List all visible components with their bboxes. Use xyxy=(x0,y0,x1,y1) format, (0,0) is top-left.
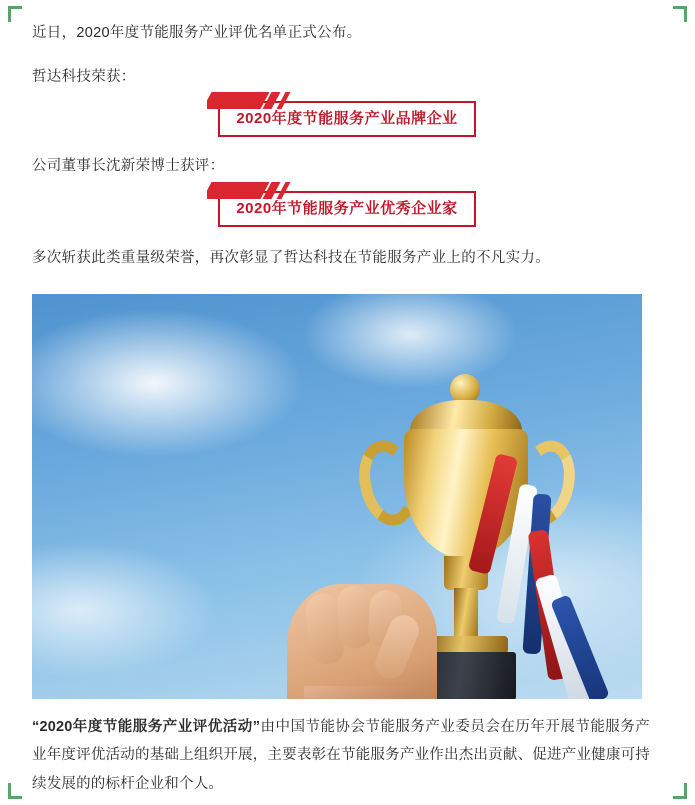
corner-rule-bottom-left-horizontal xyxy=(8,796,22,799)
ribbon-decoration-icon xyxy=(207,92,293,109)
photo-caption-bold: “2020年度节能服务产业评优活动” xyxy=(32,719,261,736)
paragraph-company-award-lead: 哲达科技荣获： xyxy=(32,68,136,85)
award-banner-company-label: 2020年度节能服务产业品牌企业 xyxy=(236,110,458,128)
wrist xyxy=(304,686,416,699)
award-banner-chairman xyxy=(218,191,475,227)
corner-rule-top-right-horizontal xyxy=(673,6,687,9)
corner-rule-top-left-horizontal xyxy=(8,6,22,9)
trophy-stem xyxy=(454,588,478,640)
article-content xyxy=(32,0,662,798)
trophy-photo xyxy=(32,294,642,699)
corner-rule-bottom-right-horizontal xyxy=(673,796,687,799)
paragraph-intro: 近日，2020年度节能服务产业评优名单正式公布。 xyxy=(32,25,362,41)
award-banner-chairman-label: 2020年节能服务产业优秀企业家 xyxy=(236,199,458,217)
award-banner-chairman-wrap xyxy=(32,191,662,227)
finger xyxy=(337,586,373,649)
paragraph-summary: 多次斩获此类重量级荣誉，再次彰显了哲达科技在节能服务产业上的不凡实力。 xyxy=(32,249,550,266)
photo-caption-rest: 由中国节能协会节能服务产业委员会在历年开展节能服务产业年度评优活动的基础上组织开展，主要表彰在节能服务产业作出杰出贡献、促进产业健康可持续发展的的标杆企业和个人。 xyxy=(32,719,650,792)
paragraph-chairman-award-lead: 公司董事长沈新荣博士获评： xyxy=(32,158,225,175)
award-banner-company xyxy=(218,101,475,137)
ribbon-decoration-icon xyxy=(207,182,293,199)
photo-caption xyxy=(32,713,650,798)
award-banner-company-wrap xyxy=(32,101,662,137)
